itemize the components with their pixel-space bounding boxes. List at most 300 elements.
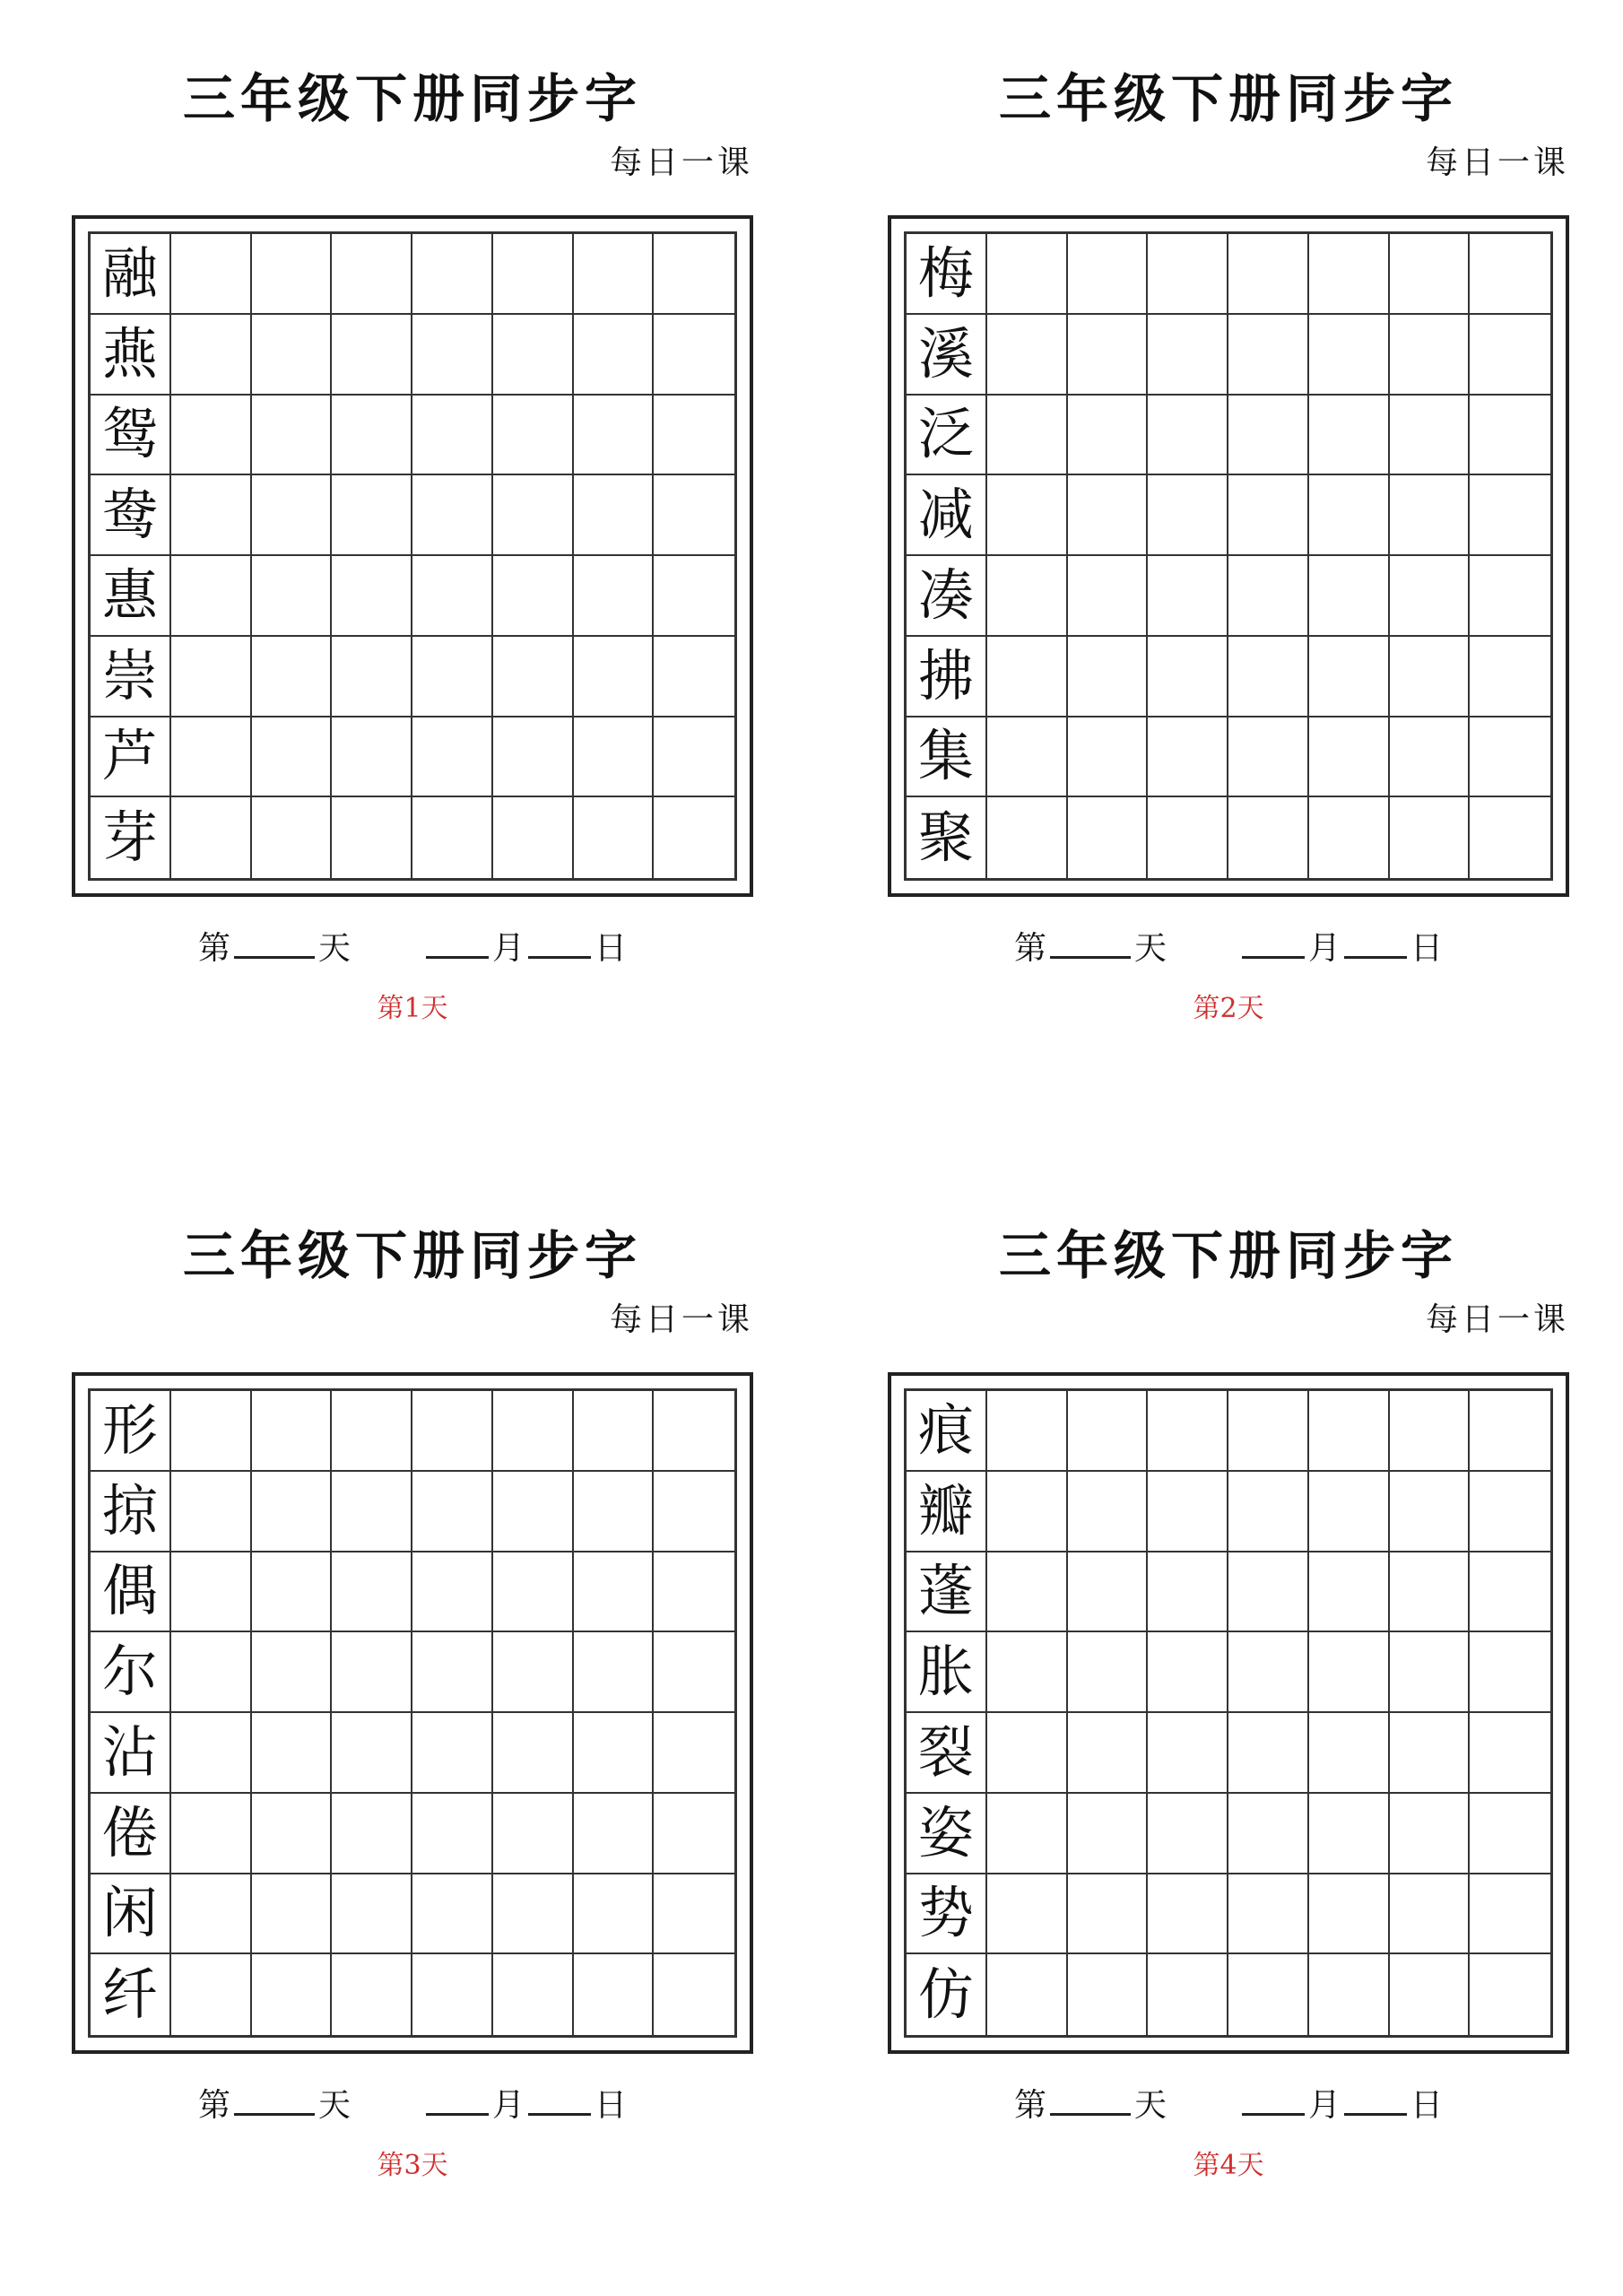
practice-cell[interactable]	[1148, 234, 1228, 315]
practice-cell[interactable]	[987, 475, 1068, 556]
model-character: 减	[907, 475, 987, 556]
practice-cell[interactable]	[171, 315, 252, 396]
date-blank[interactable]	[1344, 2081, 1407, 2116]
practice-cell[interactable]	[654, 797, 734, 878]
practice-cell[interactable]	[574, 1713, 655, 1794]
practice-cell[interactable]	[1390, 1472, 1471, 1552]
practice-cell[interactable]	[332, 396, 412, 476]
practice-cell[interactable]	[412, 1954, 493, 2035]
practice-cell[interactable]	[1390, 1713, 1471, 1794]
practice-cell[interactable]	[1148, 637, 1228, 718]
practice-cell[interactable]	[1068, 1713, 1149, 1794]
practice-cell[interactable]	[332, 234, 412, 315]
practice-cell[interactable]	[654, 556, 734, 637]
practice-cell[interactable]	[1228, 1874, 1309, 1955]
practice-cell[interactable]	[412, 1874, 493, 1955]
practice-grid-frame	[72, 215, 753, 897]
day-suffix: 天	[317, 2087, 351, 2124]
model-character: 融	[91, 234, 171, 315]
practice-cell[interactable]	[987, 1472, 1068, 1552]
practice-cell[interactable]	[412, 315, 493, 396]
practice-cell[interactable]	[171, 475, 252, 556]
practice-cell[interactable]	[1309, 1874, 1390, 1955]
practice-cell[interactable]	[574, 1632, 655, 1713]
practice-cell[interactable]	[1068, 1552, 1149, 1633]
practice-cell[interactable]	[332, 1794, 412, 1874]
model-character: 沾	[91, 1713, 171, 1794]
practice-cell[interactable]	[1068, 234, 1149, 315]
model-character: 拂	[907, 637, 987, 718]
practice-cell[interactable]	[252, 637, 333, 718]
practice-cell[interactable]	[654, 234, 734, 315]
practice-cell[interactable]	[332, 797, 412, 878]
practice-cell[interactable]	[412, 234, 493, 315]
practice-cell[interactable]	[493, 1713, 574, 1794]
practice-cell[interactable]	[1148, 718, 1228, 798]
practice-cell[interactable]	[1228, 1713, 1309, 1794]
practice-cell[interactable]	[493, 556, 574, 637]
practice-cell[interactable]	[1148, 797, 1228, 878]
practice-cell[interactable]	[171, 1391, 252, 1472]
practice-cell[interactable]	[332, 718, 412, 798]
practice-cell[interactable]	[1228, 1794, 1309, 1874]
practice-cell[interactable]	[1390, 1632, 1471, 1713]
practice-cell[interactable]	[252, 1713, 333, 1794]
practice-cell[interactable]	[493, 1391, 574, 1472]
practice-cell[interactable]	[1309, 556, 1390, 637]
practice-cell[interactable]	[574, 637, 655, 718]
practice-cell[interactable]	[1390, 556, 1471, 637]
practice-cell[interactable]	[574, 556, 655, 637]
practice-cell[interactable]	[1390, 475, 1471, 556]
practice-cell[interactable]	[1309, 718, 1390, 798]
practice-cell[interactable]	[1470, 1954, 1550, 2035]
practice-cell[interactable]	[252, 396, 333, 476]
practice-cell[interactable]	[493, 637, 574, 718]
practice-cell[interactable]	[332, 1713, 412, 1794]
practice-sheet-1	[72, 0, 753, 1031]
practice-cell[interactable]	[1390, 637, 1471, 718]
practice-cell[interactable]	[1390, 234, 1471, 315]
practice-cell[interactable]	[1390, 315, 1471, 396]
practice-grid-frame	[888, 1372, 1569, 2054]
practice-cell[interactable]	[1068, 556, 1149, 637]
practice-cell[interactable]	[574, 1874, 655, 1955]
model-character: 形	[91, 1391, 171, 1472]
model-character: 蓬	[907, 1552, 987, 1633]
practice-cell[interactable]	[1068, 1794, 1149, 1874]
practice-cell[interactable]	[493, 1472, 574, 1552]
practice-cell[interactable]	[987, 718, 1068, 798]
model-character: 聚	[907, 797, 987, 878]
date-suffix: 日	[1410, 930, 1444, 967]
day-label: 第1天	[377, 993, 448, 1024]
practice-cell[interactable]	[987, 1552, 1068, 1633]
practice-cell[interactable]	[1470, 1632, 1550, 1713]
practice-cell[interactable]	[1390, 797, 1471, 878]
month-blank[interactable]	[1242, 2081, 1305, 2116]
practice-cell[interactable]	[1148, 1552, 1228, 1633]
practice-cell[interactable]	[493, 315, 574, 396]
practice-cell[interactable]	[1309, 1391, 1390, 1472]
date-blank[interactable]	[1344, 924, 1407, 959]
month-blank[interactable]	[426, 924, 489, 959]
practice-cell[interactable]	[1390, 1794, 1471, 1874]
practice-sheet-3	[72, 1157, 753, 2188]
practice-cell[interactable]	[1148, 1794, 1228, 1874]
practice-cell[interactable]	[412, 797, 493, 878]
day-suffix: 天	[317, 930, 351, 967]
month-blank[interactable]	[1242, 924, 1305, 959]
practice-cell[interactable]	[987, 1954, 1068, 2035]
practice-grid	[88, 1388, 737, 2038]
date-blank[interactable]	[528, 2081, 591, 2116]
day-label: 第3天	[377, 2150, 448, 2181]
date-line	[72, 2081, 753, 2128]
practice-cell[interactable]	[332, 1472, 412, 1552]
day-suffix: 天	[1133, 930, 1167, 967]
practice-cell[interactable]	[1148, 396, 1228, 476]
month-suffix: 月	[492, 2087, 525, 2124]
practice-cell[interactable]	[1470, 1552, 1550, 1633]
practice-cell[interactable]	[493, 1632, 574, 1713]
practice-cell[interactable]	[1148, 315, 1228, 396]
practice-cell[interactable]	[412, 396, 493, 476]
practice-cell[interactable]	[332, 1874, 412, 1955]
practice-cell[interactable]	[1470, 396, 1550, 476]
day-number-blank[interactable]	[234, 924, 315, 959]
model-character: 尔	[91, 1632, 171, 1713]
practice-sheet-2	[888, 0, 1569, 1031]
practice-cell[interactable]	[1470, 1713, 1550, 1794]
month-blank[interactable]	[426, 2081, 489, 2116]
model-character: 鸯	[91, 475, 171, 556]
practice-cell[interactable]	[1228, 637, 1309, 718]
model-character: 倦	[91, 1794, 171, 1874]
practice-cell[interactable]	[171, 1632, 252, 1713]
practice-cell[interactable]	[493, 718, 574, 798]
practice-grid	[904, 231, 1553, 881]
practice-cell[interactable]	[171, 234, 252, 315]
practice-cell[interactable]	[412, 1391, 493, 1472]
practice-cell[interactable]	[412, 1552, 493, 1633]
practice-cell[interactable]	[1148, 556, 1228, 637]
practice-cell[interactable]	[987, 396, 1068, 476]
model-character: 芽	[91, 797, 171, 878]
practice-cell[interactable]	[1390, 1552, 1471, 1633]
practice-cell[interactable]	[332, 637, 412, 718]
model-character: 瓣	[907, 1472, 987, 1552]
practice-cell[interactable]	[493, 396, 574, 476]
model-character: 仿	[907, 1954, 987, 2035]
practice-cell[interactable]	[654, 1391, 734, 1472]
date-line	[888, 924, 1569, 971]
practice-cell[interactable]	[1470, 556, 1550, 637]
practice-cell[interactable]	[1068, 315, 1149, 396]
practice-cell[interactable]	[1068, 475, 1149, 556]
model-character: 崇	[91, 637, 171, 718]
practice-cell[interactable]	[574, 475, 655, 556]
practice-cell[interactable]	[654, 1874, 734, 1955]
practice-cell[interactable]	[1390, 396, 1471, 476]
model-character: 凑	[907, 556, 987, 637]
practice-cell[interactable]	[332, 556, 412, 637]
practice-cell[interactable]	[252, 475, 333, 556]
practice-cell[interactable]	[654, 315, 734, 396]
practice-cell[interactable]	[1309, 315, 1390, 396]
practice-cell[interactable]	[1390, 1391, 1471, 1472]
practice-cell[interactable]	[1390, 718, 1471, 798]
practice-cell[interactable]	[987, 1713, 1068, 1794]
model-character: 势	[907, 1874, 987, 1955]
practice-cell[interactable]	[574, 1472, 655, 1552]
practice-cell[interactable]	[252, 556, 333, 637]
practice-cell[interactable]	[412, 1794, 493, 1874]
day-prefix: 第	[1013, 2087, 1046, 2124]
day-number-blank[interactable]	[1050, 2081, 1131, 2116]
practice-cell[interactable]	[252, 718, 333, 798]
practice-cell[interactable]	[1068, 1632, 1149, 1713]
practice-cell[interactable]	[987, 637, 1068, 718]
practice-cell[interactable]	[574, 1954, 655, 2035]
practice-cell[interactable]	[332, 1954, 412, 2035]
practice-cell[interactable]	[1228, 1552, 1309, 1633]
practice-cell[interactable]	[412, 1632, 493, 1713]
practice-cell[interactable]	[412, 1713, 493, 1794]
practice-cell[interactable]	[171, 1874, 252, 1955]
practice-cell[interactable]	[1390, 1954, 1471, 2035]
practice-cell[interactable]	[1228, 1954, 1309, 2035]
practice-cell[interactable]	[574, 1794, 655, 1874]
practice-cell[interactable]	[252, 1552, 333, 1633]
practice-cell[interactable]	[412, 718, 493, 798]
model-character: 芦	[91, 718, 171, 798]
practice-cell[interactable]	[987, 556, 1068, 637]
practice-grid	[88, 231, 737, 881]
practice-cell[interactable]	[252, 1874, 333, 1955]
practice-cell[interactable]	[987, 797, 1068, 878]
practice-cell[interactable]	[171, 396, 252, 476]
practice-cell[interactable]	[574, 234, 655, 315]
practice-cell[interactable]	[171, 1552, 252, 1633]
practice-cell[interactable]	[574, 797, 655, 878]
practice-cell[interactable]	[987, 1391, 1068, 1472]
date-line	[72, 924, 753, 971]
practice-cell[interactable]	[1228, 797, 1309, 878]
practice-cell[interactable]	[1228, 315, 1309, 396]
model-character: 姿	[907, 1794, 987, 1874]
practice-cell[interactable]	[654, 475, 734, 556]
practice-cell[interactable]	[654, 1713, 734, 1794]
month-suffix: 月	[1308, 2087, 1341, 2124]
practice-cell[interactable]	[1148, 475, 1228, 556]
practice-cell[interactable]	[1068, 1391, 1149, 1472]
practice-cell[interactable]	[1228, 234, 1309, 315]
model-character: 胀	[907, 1632, 987, 1713]
practice-cell[interactable]	[987, 1632, 1068, 1713]
practice-cell[interactable]	[1228, 718, 1309, 798]
practice-cell[interactable]	[1068, 1472, 1149, 1552]
model-character: 泛	[907, 396, 987, 476]
practice-cell[interactable]	[171, 1794, 252, 1874]
practice-cell[interactable]	[654, 396, 734, 476]
practice-cell[interactable]	[171, 637, 252, 718]
practice-cell[interactable]	[1470, 1794, 1550, 1874]
model-character: 燕	[91, 315, 171, 396]
practice-cell[interactable]	[252, 234, 333, 315]
model-character: 裂	[907, 1713, 987, 1794]
practice-cell[interactable]	[171, 797, 252, 878]
model-character: 鸳	[91, 396, 171, 476]
practice-cell[interactable]	[412, 1472, 493, 1552]
practice-cell[interactable]	[1309, 637, 1390, 718]
practice-cell[interactable]	[171, 1713, 252, 1794]
practice-cell[interactable]	[252, 315, 333, 396]
practice-cell[interactable]	[412, 556, 493, 637]
practice-sheet-4	[888, 1157, 1569, 2188]
practice-grid	[904, 1388, 1553, 2038]
day-number-blank[interactable]	[1050, 924, 1131, 959]
sheet-title: 三年级下册同步字	[182, 1225, 642, 1286]
practice-cell[interactable]	[654, 637, 734, 718]
practice-cell[interactable]	[1309, 1632, 1390, 1713]
practice-cell[interactable]	[1309, 1794, 1390, 1874]
practice-cell[interactable]	[171, 1954, 252, 2035]
practice-cell[interactable]	[1470, 637, 1550, 718]
practice-cell[interactable]	[493, 234, 574, 315]
practice-cell[interactable]	[1228, 1632, 1309, 1713]
practice-cell[interactable]	[1148, 1713, 1228, 1794]
practice-cell[interactable]	[574, 1552, 655, 1633]
practice-cell[interactable]	[1309, 234, 1390, 315]
practice-cell[interactable]	[654, 1552, 734, 1633]
practice-cell[interactable]	[987, 315, 1068, 396]
practice-cell[interactable]	[332, 1552, 412, 1633]
model-character: 惠	[91, 556, 171, 637]
practice-cell[interactable]	[1068, 797, 1149, 878]
sheet-title: 三年级下册同步字	[998, 68, 1458, 129]
practice-cell[interactable]	[1470, 797, 1550, 878]
practice-cell[interactable]	[987, 1794, 1068, 1874]
practice-cell[interactable]	[987, 234, 1068, 315]
practice-cell[interactable]	[1228, 1391, 1309, 1472]
practice-cell[interactable]	[252, 1954, 333, 2035]
sheet-title: 三年级下册同步字	[182, 68, 642, 129]
practice-cell[interactable]	[1068, 1954, 1149, 2035]
practice-cell[interactable]	[574, 396, 655, 476]
practice-cell[interactable]	[1228, 1472, 1309, 1552]
practice-cell[interactable]	[493, 1552, 574, 1633]
practice-cell[interactable]	[1309, 1472, 1390, 1552]
practice-cell[interactable]	[171, 556, 252, 637]
date-suffix: 日	[595, 2087, 628, 2124]
model-character: 闲	[91, 1874, 171, 1955]
practice-cell[interactable]	[1309, 396, 1390, 476]
day-number-blank[interactable]	[234, 2081, 315, 2116]
practice-cell[interactable]	[1470, 1391, 1550, 1472]
practice-cell[interactable]	[1309, 797, 1390, 878]
practice-cell[interactable]	[252, 1391, 333, 1472]
model-character: 掠	[91, 1472, 171, 1552]
day-prefix: 第	[197, 930, 230, 967]
practice-cell[interactable]	[412, 637, 493, 718]
model-character: 纤	[91, 1954, 171, 2035]
date-line	[888, 2081, 1569, 2128]
practice-cell[interactable]	[493, 797, 574, 878]
practice-cell[interactable]	[1068, 718, 1149, 798]
practice-cell[interactable]	[252, 1794, 333, 1874]
practice-cell[interactable]	[1470, 718, 1550, 798]
practice-grid-frame	[888, 215, 1569, 897]
practice-cell[interactable]	[1148, 1472, 1228, 1552]
practice-cell[interactable]	[654, 1794, 734, 1874]
practice-cell[interactable]	[654, 1472, 734, 1552]
practice-cell[interactable]	[574, 315, 655, 396]
sheet-title: 三年级下册同步字	[998, 1225, 1458, 1286]
practice-cell[interactable]	[1148, 1874, 1228, 1955]
practice-cell[interactable]	[252, 797, 333, 878]
practice-cell[interactable]	[1148, 1954, 1228, 2035]
practice-cell[interactable]	[654, 718, 734, 798]
practice-cell[interactable]	[1390, 1874, 1471, 1955]
practice-cell[interactable]	[1470, 1472, 1550, 1552]
practice-cell[interactable]	[171, 1472, 252, 1552]
practice-cell[interactable]	[1068, 637, 1149, 718]
date-blank[interactable]	[528, 924, 591, 959]
model-character: 集	[907, 718, 987, 798]
practice-cell[interactable]	[1068, 396, 1149, 476]
practice-cell[interactable]	[1148, 1391, 1228, 1472]
sheet-subtitle: 每日一课	[1425, 144, 1569, 181]
practice-cell[interactable]	[493, 1954, 574, 2035]
practice-cell[interactable]	[493, 1874, 574, 1955]
practice-cell[interactable]	[332, 475, 412, 556]
practice-cell[interactable]	[1228, 396, 1309, 476]
practice-cell[interactable]	[332, 315, 412, 396]
practice-cell[interactable]	[412, 475, 493, 556]
practice-cell[interactable]	[1470, 234, 1550, 315]
day-prefix: 第	[197, 2087, 230, 2124]
sheet-subtitle: 每日一课	[609, 144, 753, 181]
month-suffix: 月	[1308, 930, 1341, 967]
practice-cell[interactable]	[1309, 1954, 1390, 2035]
practice-cell[interactable]	[654, 1954, 734, 2035]
practice-cell[interactable]	[493, 475, 574, 556]
practice-cell[interactable]	[1068, 1874, 1149, 1955]
practice-cell[interactable]	[1309, 475, 1390, 556]
practice-cell[interactable]	[1470, 1874, 1550, 1955]
practice-cell[interactable]	[574, 718, 655, 798]
practice-cell[interactable]	[1148, 1632, 1228, 1713]
practice-cell[interactable]	[171, 718, 252, 798]
practice-cell[interactable]	[332, 1632, 412, 1713]
practice-cell[interactable]	[1309, 1713, 1390, 1794]
practice-cell[interactable]	[252, 1632, 333, 1713]
model-character: 痕	[907, 1391, 987, 1472]
practice-cell[interactable]	[574, 1391, 655, 1472]
practice-cell[interactable]	[332, 1391, 412, 1472]
practice-cell[interactable]	[493, 1794, 574, 1874]
practice-cell[interactable]	[1228, 556, 1309, 637]
practice-cell[interactable]	[1309, 1552, 1390, 1633]
practice-cell[interactable]	[1470, 475, 1550, 556]
practice-cell[interactable]	[1228, 475, 1309, 556]
practice-cell[interactable]	[654, 1632, 734, 1713]
practice-cell[interactable]	[987, 1874, 1068, 1955]
practice-cell[interactable]	[252, 1472, 333, 1552]
sheet-subtitle: 每日一课	[609, 1301, 753, 1338]
practice-cell[interactable]	[1470, 315, 1550, 396]
